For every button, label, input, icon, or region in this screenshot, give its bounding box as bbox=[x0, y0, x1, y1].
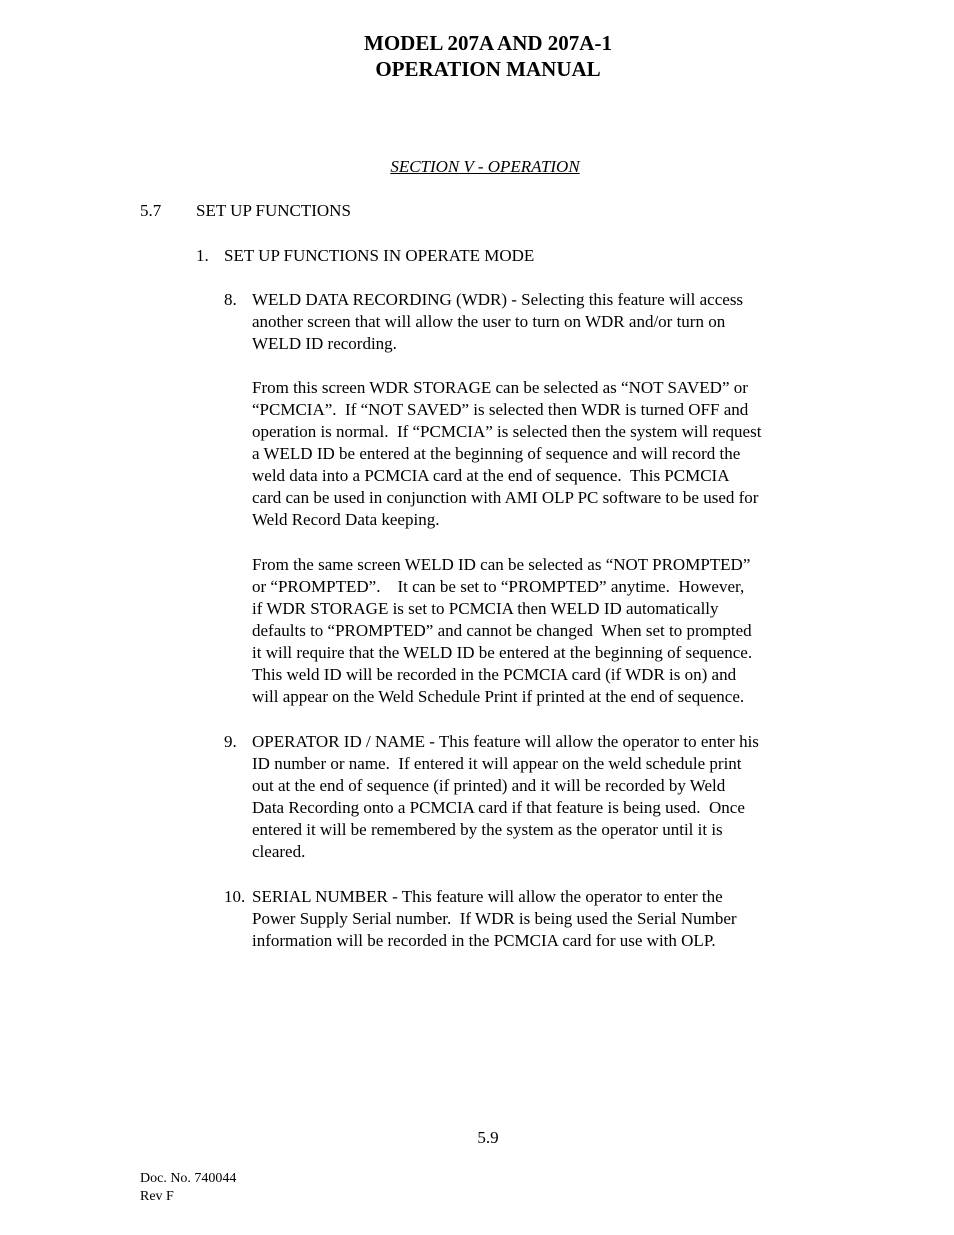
doc-number: Doc. No. 740044 bbox=[140, 1171, 237, 1186]
item-8-paragraph-2 bbox=[252, 377, 822, 531]
subheading-text: SET UP FUNCTIONS IN OPERATE MODE bbox=[224, 246, 535, 265]
section-title: SECTION V - OPERATION bbox=[390, 157, 580, 176]
heading-text: SET UP FUNCTIONS bbox=[196, 201, 351, 220]
item-10-paragraph-1 bbox=[252, 886, 822, 952]
text-line: This weld ID will be recorded in the PCMCIA card (if WDR is on) and bbox=[252, 665, 737, 684]
text-line: ID number or name. If entered it will appear on the weld schedule print bbox=[252, 754, 742, 773]
text-line: entered it will be remembered by the system as the operator until it is bbox=[252, 820, 723, 839]
subheading-number: 1. bbox=[196, 246, 209, 265]
item-number: 9. bbox=[224, 732, 237, 751]
item-8-paragraph-3 bbox=[252, 554, 822, 708]
text-line: out at the end of sequence (if printed) and it will be recorded by Weld bbox=[252, 776, 726, 795]
item-number: 8. bbox=[224, 290, 237, 309]
document-footer bbox=[140, 1170, 236, 1206]
text-line: a WELD ID be entered at the beginning of sequence and will record the bbox=[252, 444, 741, 463]
header-title-line2: OPERATION MANUAL bbox=[375, 57, 601, 81]
text-line: WELD DATA RECORDING (WDR) - Selecting this feature will access bbox=[252, 290, 744, 309]
document-header bbox=[0, 30, 954, 82]
text-line: information will be recorded in the PCMCIA card for use with OLP. bbox=[252, 931, 716, 950]
item-number: 10. bbox=[224, 887, 246, 906]
text-line: cleared. bbox=[252, 842, 306, 861]
text-line: SERIAL NUMBER - This feature will allow the operator to enter the bbox=[252, 887, 723, 906]
page-number: 5.9 bbox=[477, 1128, 499, 1147]
text-line: “PCMCIA”. If “NOT SAVED” is selected then WDR is turned OFF and bbox=[252, 400, 749, 419]
text-line: Data Recording onto a PCMCIA card if that feature is being used. Once bbox=[252, 798, 745, 817]
item-9-paragraph-1 bbox=[252, 731, 822, 863]
text-line: From this screen WDR STORAGE can be selected as “NOT SAVED” or bbox=[252, 378, 748, 397]
text-line: OPERATOR ID / NAME - This feature will allow the operator to enter his bbox=[252, 732, 759, 751]
text-line: From the same screen WELD ID can be selected as “NOT PROMPTED” bbox=[252, 555, 751, 574]
heading-number: 5.7 bbox=[140, 201, 162, 220]
text-line: if WDR STORAGE is set to PCMCIA then WELD ID automatically bbox=[252, 599, 719, 618]
revision: Rev F bbox=[140, 1189, 174, 1204]
text-line: it will require that the WELD ID be entered at the beginning of sequence. bbox=[252, 643, 753, 662]
text-line: Power Supply Serial number. If WDR is being used the Serial Number bbox=[252, 909, 737, 928]
text-line: another screen that will allow the user to turn on WDR and/or turn on bbox=[252, 312, 726, 331]
text-line: Weld Record Data keeping. bbox=[252, 510, 440, 529]
text-line: weld data into a PCMCIA card at the end of sequence. This PCMCIA bbox=[252, 466, 730, 485]
text-line: WELD ID recording. bbox=[252, 334, 397, 353]
text-line: card can be used in conjunction with AMI OLP PC software to be used for bbox=[252, 488, 759, 507]
text-line: will appear on the Weld Schedule Print if printed at the end of sequence. bbox=[252, 687, 745, 706]
header-title-line1: MODEL 207A AND 207A-1 bbox=[364, 31, 612, 55]
text-line: operation is normal. If “PCMCIA” is selected then the system will request bbox=[252, 422, 762, 441]
text-line: or “PROMPTED”. It can be set to “PROMPTED” anytime. However, bbox=[252, 577, 745, 596]
item-8-paragraph-1 bbox=[252, 289, 822, 355]
text-line: defaults to “PROMPTED” and cannot be changed When set to prompted bbox=[252, 621, 752, 640]
